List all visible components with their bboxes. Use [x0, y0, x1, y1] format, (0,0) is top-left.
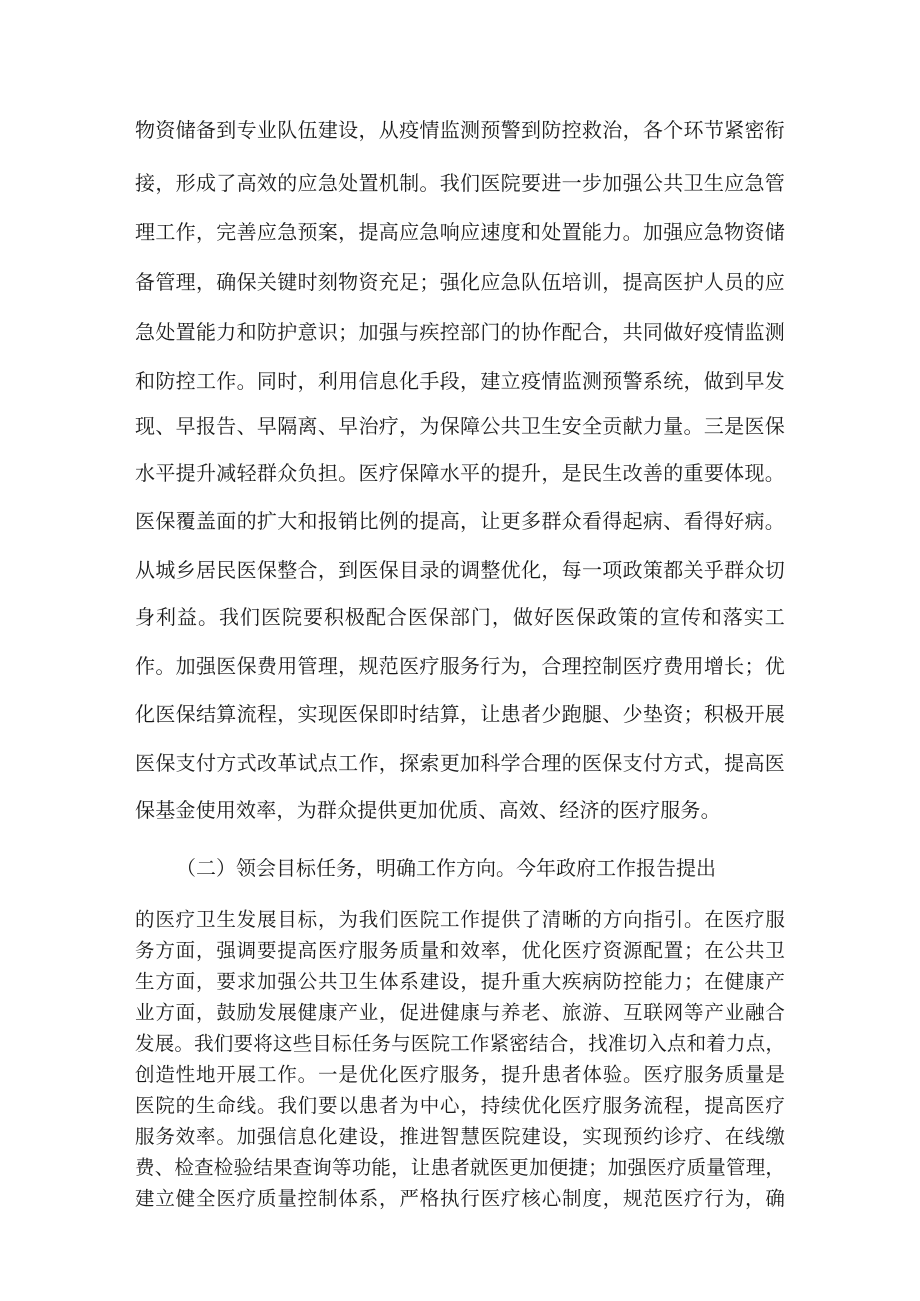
text-line: 保基金使用效率，为群众提供更加优质、高效、经济的医疗服务。 — [135, 798, 721, 822]
text-line: 现、早报告、早隔离、早治疗，为保障公共卫生安全贡献力量。三是医保 — [135, 414, 785, 438]
text-line: 建立健全医疗质量控制体系，严格执行医疗核心制度，规范医疗行为，确 — [135, 1187, 785, 1210]
text-line: 医院的生命线。我们要以患者为中心，持续优化医疗服务流程，提高医疗 — [135, 1094, 785, 1117]
text-line: 务方面，强调要提高医疗服务质量和效率，优化医疗资源配置；在公共卫 — [135, 939, 785, 962]
text-line: 业方面，鼓励发展健康产业，促进健康与养老、旅游、互联网等产业融合 — [135, 1001, 785, 1024]
text-line: 备管理，确保关键时刻物资充足；强化应急队伍培训，提高医护人员的应 — [135, 270, 785, 294]
text-line: 接，形成了高效的应急处置机制。我们医院要进一步加强公共卫生应急管 — [135, 171, 785, 195]
text-line: 生方面，要求加强公共卫生体系建设，提升重大疾病防控能力；在健康产 — [135, 970, 785, 993]
text-line: 的医疗卫生发展目标，为我们医院工作提供了清晰的方向指引。在医疗服 — [135, 908, 785, 931]
text-line: 身利益。我们医院要积极配合医保部门，做好医保政策的宣传和落实工 — [135, 605, 785, 629]
text-line: 和防控工作。同时，利用信息化手段，建立疫情监测预警系统，做到早发 — [135, 369, 785, 393]
text-line: 急处置能力和防护意识；加强与疾控部门的协作配合，共同做好疫情监测 — [135, 320, 785, 344]
text-line: 从城乡居民医保整合，到医保目录的调整优化，每一项政策都关乎群众切 — [135, 558, 785, 582]
text-line: 作。加强医保费用管理，规范医疗服务行为，合理控制医疗费用增长；优 — [135, 654, 785, 678]
text-line: 物资储备到专业队伍建设，从疫情监测预警到防控救治，各个环节紧密衔 — [135, 118, 785, 142]
text-line: 化医保结算流程，实现医保即时结算，让患者少跑腿、少垫资；积极开展 — [135, 702, 785, 726]
text-line: 水平提升减轻群众负担。医疗保障水平的提升，是民生改善的重要体现。 — [135, 461, 785, 485]
text-line: 服务效率。加强信息化建设，推进智慧医院建设，实现预约诊疗、在线缴 — [135, 1125, 785, 1148]
text-line: 创造性地开展工作。一是优化医疗服务，提升患者体验。医疗服务质量是 — [135, 1063, 785, 1086]
section-heading: （二）领会目标任务，明确工作方向。今年政府工作报告提出 — [176, 856, 716, 880]
text-line: 医保覆盖面的扩大和报销比例的提高，让更多群众看得起病、看得好病。 — [135, 509, 785, 533]
text-line: 发展。我们要将这些目标任务与医院工作紧密结合，找准切入点和着力点， — [135, 1032, 785, 1055]
text-line: 医保支付方式改革试点工作，探索更加科学合理的医保支付方式，提高医 — [135, 751, 785, 775]
text-line: 费、检查检验结果查询等功能，让患者就医更加便捷；加强医疗质量管理， — [135, 1156, 785, 1179]
text-line: 理工作，完善应急预案，提高应急响应速度和处置能力。加强应急物资储 — [135, 220, 785, 244]
